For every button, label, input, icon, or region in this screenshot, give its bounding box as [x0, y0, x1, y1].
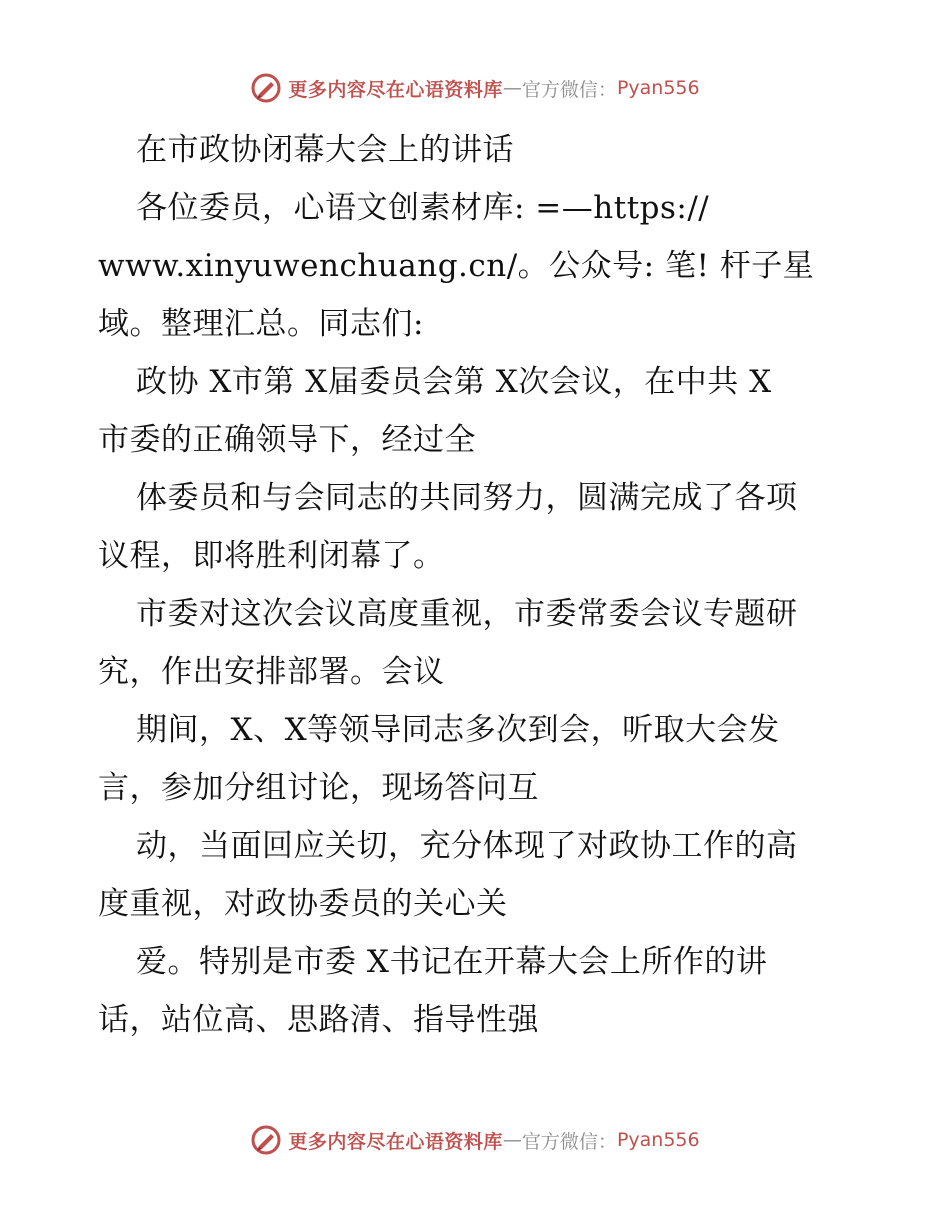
body-line: 议程，即将胜利闭幕了。 — [98, 538, 445, 574]
body-line: 市委的正确领导下，经过全 — [98, 422, 476, 458]
footer-watermark — [0, 1124, 950, 1156]
document-title: 在市政协闭幕大会上的讲话 — [136, 132, 514, 168]
watermark-site-text: 更多内容尽在心语资料库 — [288, 1130, 503, 1153]
body-line: 动，当面回应关切，充分体现了对政协工作的高 — [136, 828, 798, 864]
body-line: 言，参加分组讨论，现场答问互 — [98, 770, 539, 806]
watermark-wechat-id: Pyan556 — [616, 77, 700, 99]
body-line: www.xinyuwenchuang.cn/。公众号: 笔! 杆子星 — [98, 248, 815, 284]
pen-logo-icon — [250, 1124, 282, 1156]
document-body — [98, 121, 858, 1049]
body-line: 体委员和与会同志的共同努力，圆满完成了各项 — [136, 480, 798, 516]
watermark-dash: — — [502, 77, 522, 99]
watermark-wechat-label: 官方微信： — [521, 1130, 617, 1153]
header-watermark — [0, 72, 950, 104]
watermark-dash: — — [502, 1129, 522, 1151]
watermark-wechat-id: Pyan556 — [616, 1129, 700, 1151]
body-line: 各位委员，心语文创素材库: =—https:// — [136, 190, 710, 226]
body-line: 期间，X、X等领导同志多次到会，听取大会发 — [136, 712, 780, 748]
watermark-site-text: 更多内容尽在心语资料库 — [288, 78, 503, 101]
pen-logo-icon — [250, 72, 282, 104]
body-line: 市委对这次会议高度重视，市委常委会议专题研 — [136, 596, 798, 632]
body-line: 究，作出安排部署。会议 — [98, 654, 445, 690]
watermark-wechat-label: 官方微信： — [521, 78, 617, 101]
body-line: 爱。特别是市委 X书记在开幕大会上所作的讲 — [136, 944, 768, 980]
body-line: 域。整理汇总。同志们: — [98, 306, 424, 342]
body-line: 政协 X市第 X届委员会第 X次会议，在中共 X — [136, 364, 772, 400]
body-line: 度重视，对政协委员的关心关 — [98, 886, 508, 922]
body-line: 话，站位高、思路清、指导性强 — [98, 1002, 539, 1038]
